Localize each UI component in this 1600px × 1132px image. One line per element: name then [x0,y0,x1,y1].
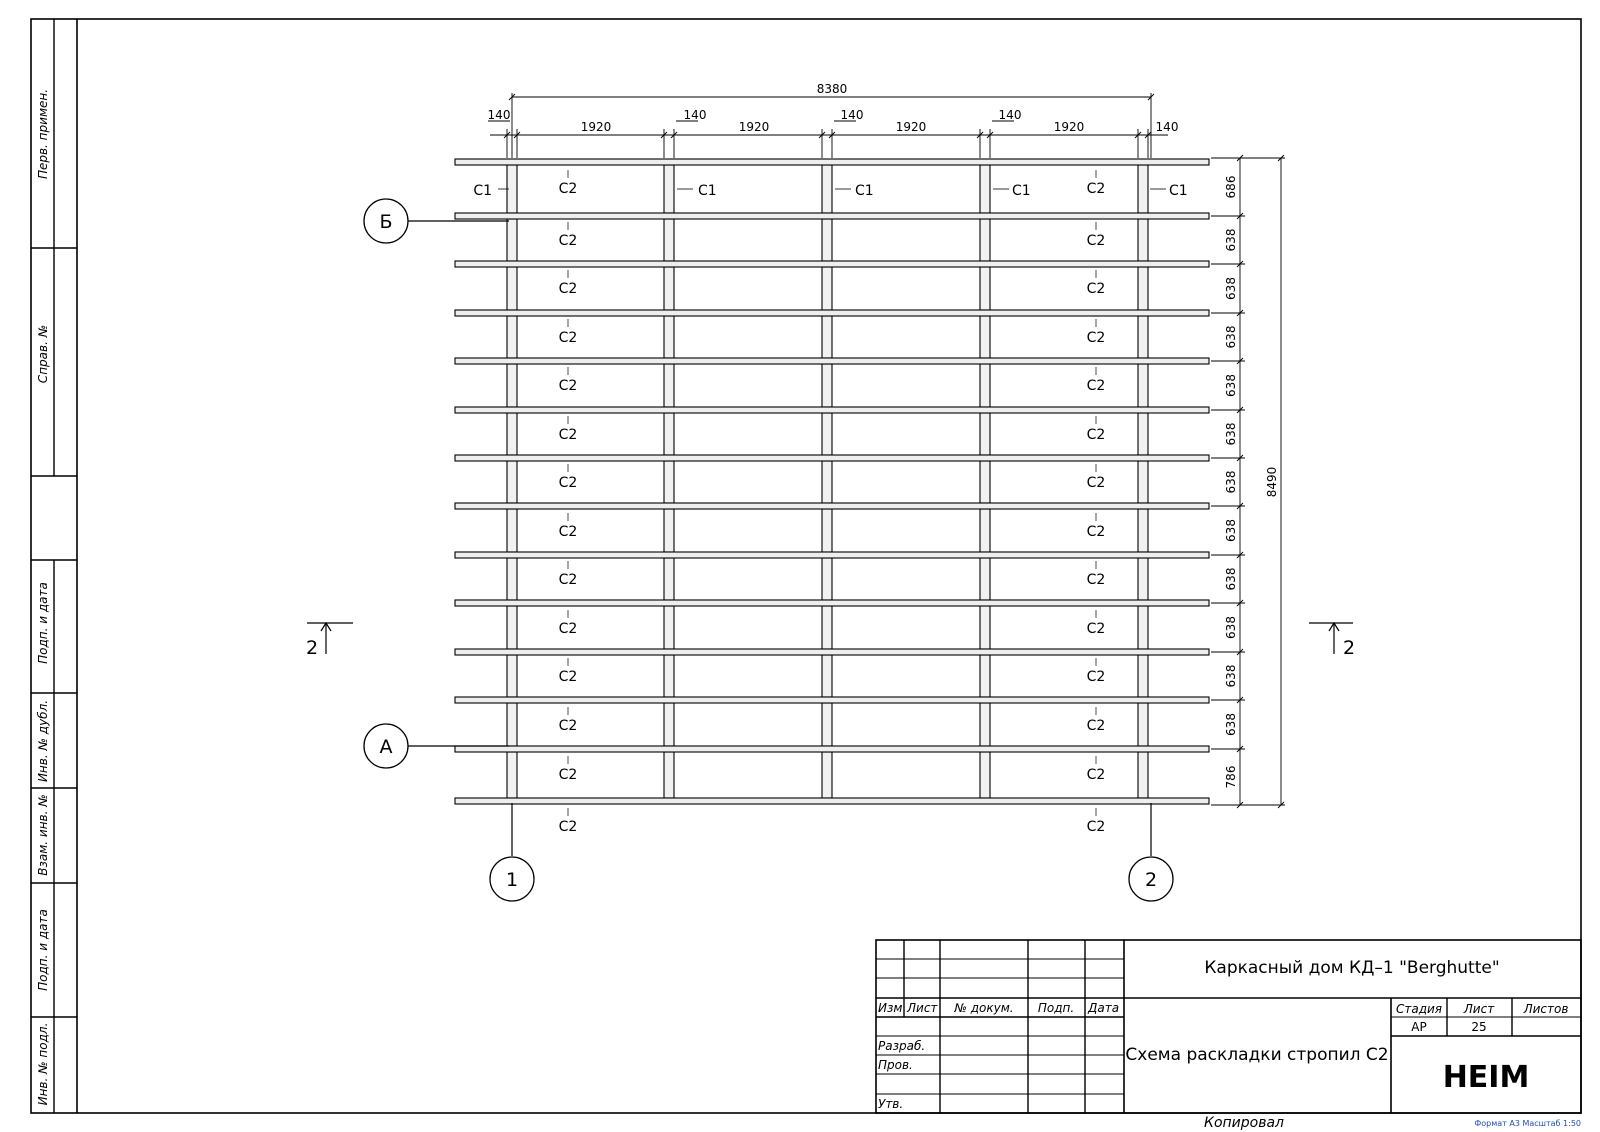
header-date: Дата [1088,1001,1120,1015]
rafter-segment [822,752,832,798]
rafter-segment [822,413,832,455]
rafter-label-c2: С2 [1086,819,1106,835]
rafter-label-c2: С2 [1086,427,1106,443]
rafter-segment [980,364,990,407]
rafter-segment [980,316,990,358]
axis-b [364,199,408,243]
rafter-segment [664,364,674,407]
rafter-label-c1: С1 [1169,183,1188,199]
rafter-segment [664,752,674,798]
rafter-segment [980,509,990,552]
rafter-beam [455,358,1209,364]
rafter-segment [664,461,674,503]
rafter-label-c2: С2 [558,281,578,297]
axis-letter: Б [379,211,393,233]
dimension-value: 638 [1224,470,1238,494]
rafter-beam [455,213,1209,219]
dimension-value: 140 [487,108,511,122]
axis-a [364,724,408,768]
rafter-segment [1138,655,1148,697]
rafter-segment [822,606,832,649]
axis-number: 2 [1144,869,1158,891]
rafter-segment [980,413,990,455]
side-stamp-labels [36,89,50,1105]
rafter-segment [1138,606,1148,649]
axis-letter: А [379,736,393,758]
rafter-segment [1138,165,1148,213]
dimension-value: 638 [1224,422,1238,446]
rafter-segment [822,316,832,358]
rafter-segment [1138,509,1148,552]
rafter-segment [507,461,517,503]
rafter-segment [980,461,990,503]
role-approved: Утв. [878,1097,904,1111]
rafter-label-c1: С1 [473,183,492,199]
side-stamp-label: Подп. и дата [36,582,50,664]
rafter-segment [980,267,990,310]
rafter-label-c2: С2 [558,475,578,491]
rafter-segment [664,703,674,746]
dimension-value: 1920 [580,120,612,134]
rafter-segment [507,364,517,407]
rafter-beam [455,697,1209,703]
header-izm: Изм [878,1001,903,1015]
rafter-beam [455,798,1209,804]
rafter-segment [980,752,990,798]
rafter-label-c2: С2 [1086,767,1106,783]
rafter-segment [507,606,517,649]
copied-label: Копировал [1204,1115,1284,1131]
rafter-segment [1138,461,1148,503]
side-stamp-label: Инв. № дубл. [36,699,50,783]
rafter-segment [1138,219,1148,261]
rafter-segment [507,219,517,261]
side-stamp-label: Перв. примен. [36,88,50,180]
rafter-segment [507,703,517,746]
company-logo: HEIM [1442,1060,1530,1095]
rafter-beam [455,261,1209,267]
axis-number: 1 [505,869,519,891]
stage-label: Стадия [1395,1002,1443,1016]
rafter-segment [822,558,832,600]
rafter-beam [455,455,1209,461]
rafter-segment [1138,413,1148,455]
rafter-segment [822,509,832,552]
sheet-title: Схема раскладки стропил С2 [1125,1045,1389,1065]
stage-value: АР [1411,1020,1427,1034]
rafter-label-c2: С2 [1086,475,1106,491]
rafter-segment [664,509,674,552]
header-doc-number: № докум. [954,1001,1014,1015]
rafter-segment [507,752,517,798]
rafter-segment [1138,267,1148,310]
rafter-segment [980,165,990,213]
dimension-value: 1920 [1053,120,1085,134]
rafter-segment [980,655,990,697]
rafter-segment [822,219,832,261]
side-stamp-label: Инв. № подл. [36,1022,50,1106]
role-developed: Разраб. [878,1039,926,1053]
section-mark-label: 2 [1342,637,1356,659]
rafter-label-c2: С2 [558,378,578,394]
rafter-label-c2: С2 [558,181,578,197]
rafter-segment [507,267,517,310]
rafter-label-c1: С1 [1012,183,1031,199]
rafter-segment [507,655,517,697]
rafter-segment [822,364,832,407]
dimension-value: 638 [1224,713,1238,736]
title-block-text [878,958,1568,1111]
rafter-label-c2: С2 [1086,718,1106,734]
rafter-segment [664,267,674,310]
dimension-value: 638 [1224,519,1238,542]
header-list: Лист [907,1001,938,1015]
dimension-value: 140 [998,108,1022,122]
dimension-value: 638 [1224,664,1238,688]
dimension-overall-width: 8380 [816,82,848,96]
dimension-overall-height: 8490 [1265,466,1279,498]
rafter-label-c2: С2 [1086,669,1106,685]
rafter-segment [822,703,832,746]
section-mark-label: 2 [305,637,319,659]
rafter-segment [822,267,832,310]
rafter-segment [1138,316,1148,358]
rafter-label-c2: С2 [558,233,578,249]
rafter-segment [507,558,517,600]
rafter-segment [1138,752,1148,798]
rafter-label-c2: С2 [1086,524,1106,540]
dimension-value: 140 [683,108,707,122]
rafter-segment [822,165,832,213]
rafter-label-c2: С2 [558,718,578,734]
rafter-segment [507,509,517,552]
rafter-beam [455,649,1209,655]
role-checked: Пров. [878,1058,913,1072]
rafter-beam [455,310,1209,316]
format-scale-label: Формат А3 Масштаб 1:50 [1474,1119,1581,1128]
rafter-label-c2: С2 [1086,330,1106,346]
rafter-label-c2: С2 [558,524,578,540]
dimension-value: 638 [1224,616,1238,639]
rafter-label-c2: С2 [558,330,578,346]
sheets-label: Листов [1523,1002,1569,1016]
rafter-label-c2: С2 [558,572,578,588]
rafter-beam [455,600,1209,606]
dimension-value: 638 [1224,325,1238,349]
rafter-label-c2: С2 [1086,572,1106,588]
rafter-plan [455,82,1285,835]
rafter-label-c2: С2 [1086,621,1106,637]
rafter-segment [980,219,990,261]
rafter-segment [664,413,674,455]
dimension-value: 140 [1155,120,1179,134]
dimension-value: 638 [1224,567,1238,591]
rafter-label-c2: С2 [558,767,578,783]
dimension-value: 140 [840,108,864,122]
rafter-segment [980,703,990,746]
rafter-beam [455,503,1209,509]
rafter-label-c1: С1 [698,183,717,199]
dimension-value: 686 [1224,175,1238,199]
rafter-label-c2: С2 [558,621,578,637]
dimension-value: 638 [1224,374,1238,397]
rafter-label-c2: С2 [1086,378,1106,394]
dimension-value: 638 [1224,228,1238,252]
rafter-segment [664,316,674,358]
dimension-value: 786 [1224,765,1238,789]
rafter-label-c2: С2 [1086,181,1106,197]
rafter-label-c2: С2 [1086,281,1106,297]
sheet-label: Лист [1463,1002,1495,1016]
dimension-value: 1920 [895,120,927,134]
side-stamp-label: Взам. инв. № [36,794,50,876]
dimension-value: 1920 [738,120,770,134]
side-stamp-label: Подп. и дата [36,909,50,991]
rafter-label-c2: С2 [558,819,578,835]
rafter-beam [455,746,1209,752]
rafter-segment [980,558,990,600]
rafter-segment [664,606,674,649]
axis-1 [490,857,534,901]
rafter-beam [455,552,1209,558]
rafter-label-c2: С2 [1086,233,1106,249]
rafter-segment [822,655,832,697]
header-signature: Подп. [1037,1001,1075,1015]
rafter-beam [455,159,1209,165]
rafter-label-c1: С1 [855,183,874,199]
rafter-segment [507,316,517,358]
axis-2 [1129,857,1173,901]
rafter-segment [1138,703,1148,746]
rafter-segment [507,413,517,455]
rafter-segment [1138,558,1148,600]
rafter-label-c2: С2 [558,669,578,685]
rafter-segment [664,165,674,213]
rafter-segment [664,219,674,261]
dimension-value: 638 [1224,277,1238,300]
rafter-segment [822,461,832,503]
rafter-beam [455,407,1209,413]
rafter-segment [664,655,674,697]
project-title: Каркасный дом КД–1 "Berghutte" [1204,958,1500,978]
sheet-value: 25 [1471,1020,1487,1034]
rafter-segment [664,558,674,600]
side-stamp-label: Справ. № [36,324,50,384]
rafter-segment [1138,364,1148,407]
rafter-segment [980,606,990,649]
rafter-label-c2: С2 [558,427,578,443]
sheet-frame [31,19,1581,1113]
